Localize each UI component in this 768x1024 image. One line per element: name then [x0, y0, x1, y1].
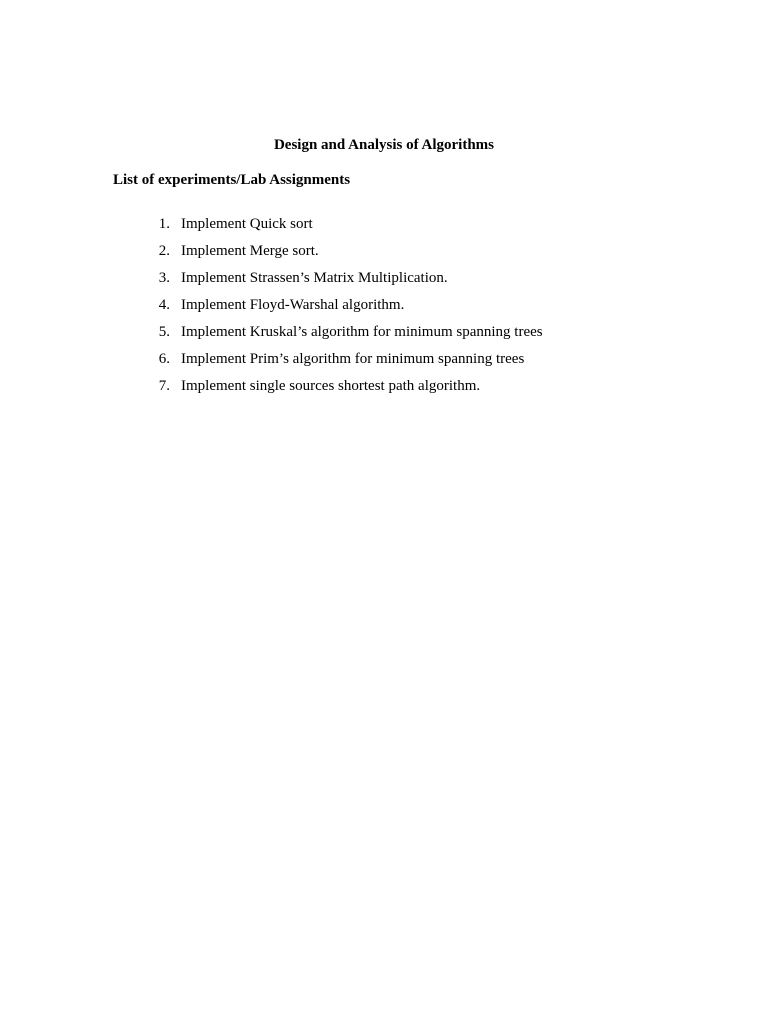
list-item-number: 4. — [158, 297, 170, 313]
list-item-number: 1. — [158, 216, 170, 232]
section-heading: List of experiments/Lab Assignments — [113, 172, 351, 188]
list-item-number: 2. — [158, 243, 170, 259]
list-item-text: Implement Kruskal’s algorithm for minimum spanning trees — [181, 324, 543, 340]
document-title: Design and Analysis of Algorithms — [273, 137, 495, 153]
list-item-text: Implement Prim’s algorithm for minimum spanning trees — [181, 351, 525, 367]
list-item-number: 6. — [158, 351, 170, 367]
list-item-number: 7. — [158, 378, 170, 394]
list-item-text: Implement Strassen’s Matrix Multiplication. — [181, 270, 448, 286]
list-item-text: Implement Merge sort. — [181, 243, 319, 259]
list-item-text: Implement single sources shortest path algorithm. — [181, 378, 481, 394]
list-item-text: Implement Quick sort — [181, 216, 313, 232]
list-item-number: 3. — [158, 270, 170, 286]
list-item-number: 5. — [158, 324, 170, 340]
list-item-text: Implement Floyd-Warshal algorithm. — [181, 297, 405, 313]
